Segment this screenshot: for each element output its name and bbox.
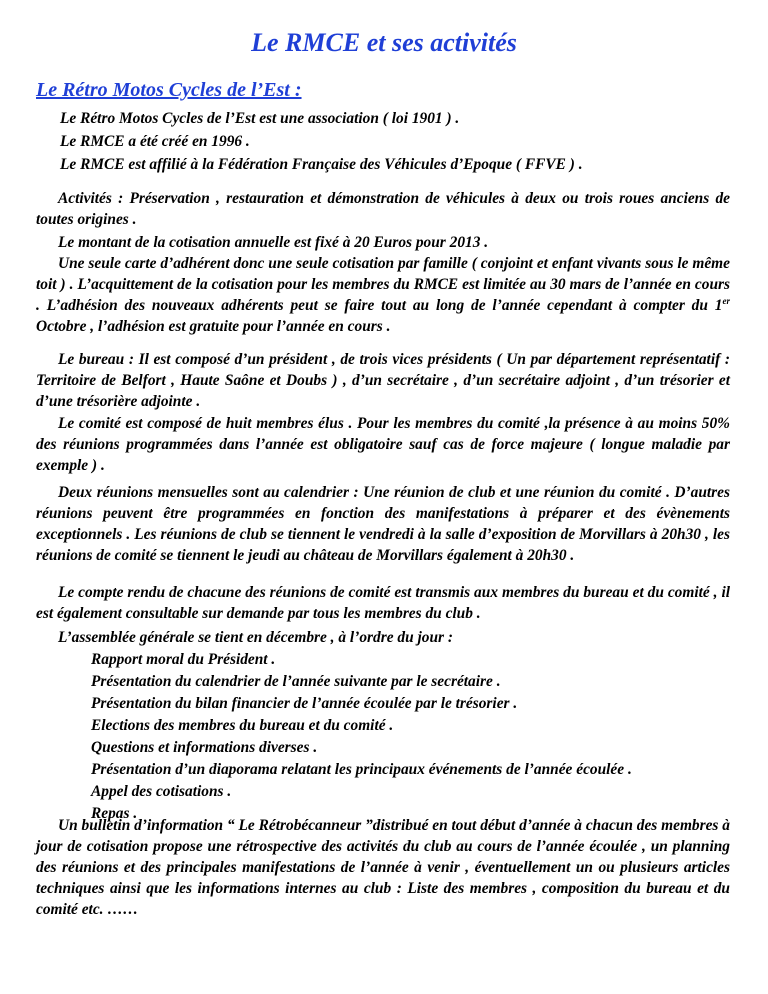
agenda-list (58, 649, 748, 825)
agenda-item: Questions et informations diverses . (91, 739, 318, 756)
bureau-paragraph: Le bureau : Il est composé d’un président , de trois vices présidents ( Un par département représentatif : Territoire de Belfort , Haute Saône et Doubs ) , d’un secrétaire , d’un secrétaire adjoint , d’un trésorier et d’une trésorière adjointe . (36, 351, 730, 410)
cotisation-text-end: Octobre , l’adhésion est gratuite pour l’année en cours . (36, 318, 391, 335)
reunions-paragraph: Deux réunions mensuelles sont au calendrier : Une réunion de club et une réunion du comité . D’autres réunions peuvent être programmées en fonction des manifestations à préparer et des évènements exceptionnels . Les réunions de club se tiennent le vendredi à la salle d’exposition de Morvillars à 20h30 , les réunions de comité se tiennent le jeudi au château de Morvillars également à 20h30 . (36, 484, 730, 564)
cotisation-details (36, 253, 730, 337)
intro-line-affiliation: Le RMCE est affilié à la Fédération Française des Véhicules d’Epoque ( FFVE ) . (60, 156, 583, 173)
assemblee-intro: L’assemblée générale se tient en décembre , à l’ordre du jour : (58, 629, 453, 646)
intro-line-creation: Le RMCE a été créé en 1996 . (60, 133, 250, 150)
agenda-item: Elections des membres du bureau et du comité . (91, 717, 394, 734)
agenda-item: Rapport moral du Président . (91, 651, 276, 668)
cotisation-paragraph (36, 232, 730, 337)
bulletin-paragraph: Un bulletin d’information “ Le Rétrobécanneur ”distribué en tout début d’année à chacun des membres à jour de cotisation propose une rétrospective des activités du club au cours de l’année écoulée , un planning des réunions et des principales manifestations de l’année à venir , éventuellement un ou plusieurs articles techniques ainsi que les informations internes au club : Liste des membres , composition du bureau et du comité etc. …… (36, 817, 730, 918)
compte-rendu-paragraph: Le compte rendu de chacune des réunions de comité est transmis aux membres du bureau et du comité , il est également consultable sur demande par tous les membres du club . (36, 584, 730, 622)
section-heading: Le Rétro Motos Cycles de l’Est : (36, 79, 302, 101)
agenda-item: Appel des cotisations . (91, 783, 232, 800)
agenda-item: Présentation du calendrier de l’année suivante par le secrétaire . (91, 673, 501, 690)
activites-paragraph: Activités : Préservation , restauration et démonstration de véhicules à deux ou trois roues anciens de toutes origines . (36, 190, 730, 228)
agenda-item: Présentation du bilan financier de l’année écoulée par le trésorier . (91, 695, 518, 712)
cotisation-text: Une seule carte d’adhérent donc une seule cotisation par famille ( conjoint et enfant vivants sous le même toit ) . L’acquittement de la cotisation pour les membres du RMCE est limitée au 30 mars de l’année en cours . L’adhésion des nouveaux adhérents peut se faire tout au long de l’année cependant à compter du 1 (36, 255, 730, 314)
superscript-er: er (722, 296, 730, 306)
agenda-item: Présentation d’un diaporama relatant les principaux événements de l’année écoulée . (91, 761, 632, 778)
page-title: Le RMCE et ses activités (251, 28, 517, 57)
comite-paragraph: Le comité est composé de huit membres élus . Pour les membres du comité ,la présence à au moins 50% des réunions programmées dans l’année est obligatoire sauf cas de force majeure ( longue maladie par exemple ) . (36, 415, 730, 474)
agenda-item: Repas . (91, 805, 138, 822)
assemblee-section (58, 627, 748, 825)
intro-block (60, 107, 740, 176)
cotisation-amount: Le montant de la cotisation annuelle est fixé à 20 Euros pour 2013 . (58, 234, 489, 251)
intro-line-association: Le Rétro Motos Cycles de l’Est est une association ( loi 1901 ) . (60, 110, 460, 127)
